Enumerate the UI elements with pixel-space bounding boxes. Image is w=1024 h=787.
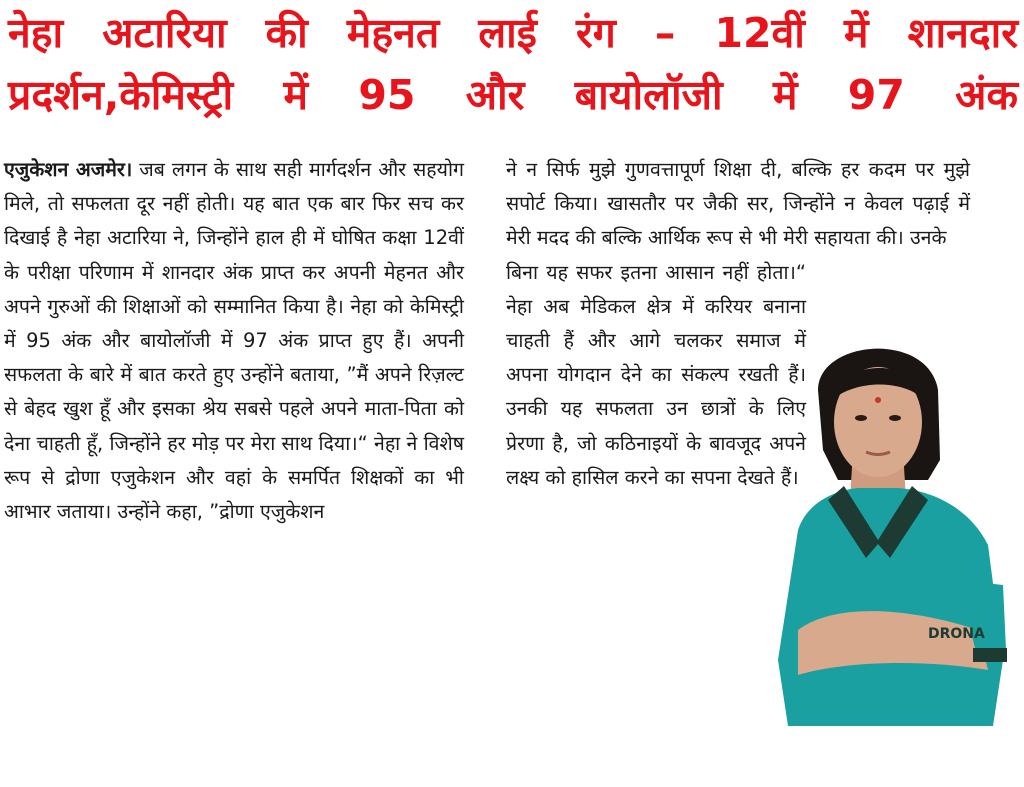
article-body-right-full: ने न सिर्फ मुझे गुणवत्तापूर्ण शिक्षा दी, बल्कि हर कदम पर मुझे सपोर्ट किया। खासतौर पर जैकी सर, जिन्होंने न केवल पढ़ाई में मेरी मदद की बल्कि आर्थिक रूप से भी मेरी सहायता की। उनके bbox=[506, 158, 970, 250]
photo-shirt-logo: DRONA bbox=[928, 626, 985, 642]
headline-line-1: नेहा अटारिया की मेहनत लाई रंग – 12वीं में शानदार bbox=[8, 9, 1018, 57]
article-body-right-narrow: बिना यह सफर इतना आसान नहीं होता।“ नेहा अब मेडिकल क्षेत्र में करियर बनाना चाहती हैं और आगे चलकर समाज में अपना योगदान देने का संकल्प रखती हैं। उनकी यह सफलता उन छात्रों के लिए प्रेरणा है, जो कठिनाइयों के बावजूद अपने लक्ष्य को हासिल करने का सपना देखते हैं। bbox=[506, 260, 806, 489]
dateline: एजुकेशन अजमेर। bbox=[4, 158, 133, 181]
photo-bindi bbox=[875, 397, 881, 403]
student-photo bbox=[778, 330, 1012, 726]
article-column-left bbox=[4, 153, 464, 529]
headline bbox=[8, 2, 1018, 126]
headline-line-2: प्रदर्शन,केमिस्ट्री में 95 और बायोलॉजी में 97 अंक bbox=[8, 71, 1018, 119]
article-body-left: जब लगन के साथ सही मार्गदर्शन और सहयोग मिले, तो सफलता दूर नहीं होती। यह बात एक बार फिर सच कर दिखाई है नेहा अटारिया ने, जिन्होंने हाल ही में घोषित कक्षा 12वीं के परीक्षा परिणाम में शानदार अंक प्राप्त कर अपनी मेहनत और अपने गुरुओं की शिक्षाओं को सम्मानित किया है। नेहा को केमिस्ट्री में 95 अंक और बायोलॉजी में 97 अंक प्राप्त हुए हैं। अपनी सफलता के बारे में बात करते हुए उन्होंने बताया, ”मैं अपने रिज़ल्ट से बेहद खुश हूँ और इसका श्रेय सबसे पहले अपने माता-पिता को देना चाहती हूँ, जिन्होंने हर मोड़ पर मेरा साथ दिया।“ नेहा ने विशेष रूप से द्रोणा एजुकेशन और वहां के समर्पित शिक्षकों का भी आभार जताया। उन्होंने कहा, ”द्रोणा एजुकेशन bbox=[4, 158, 464, 524]
